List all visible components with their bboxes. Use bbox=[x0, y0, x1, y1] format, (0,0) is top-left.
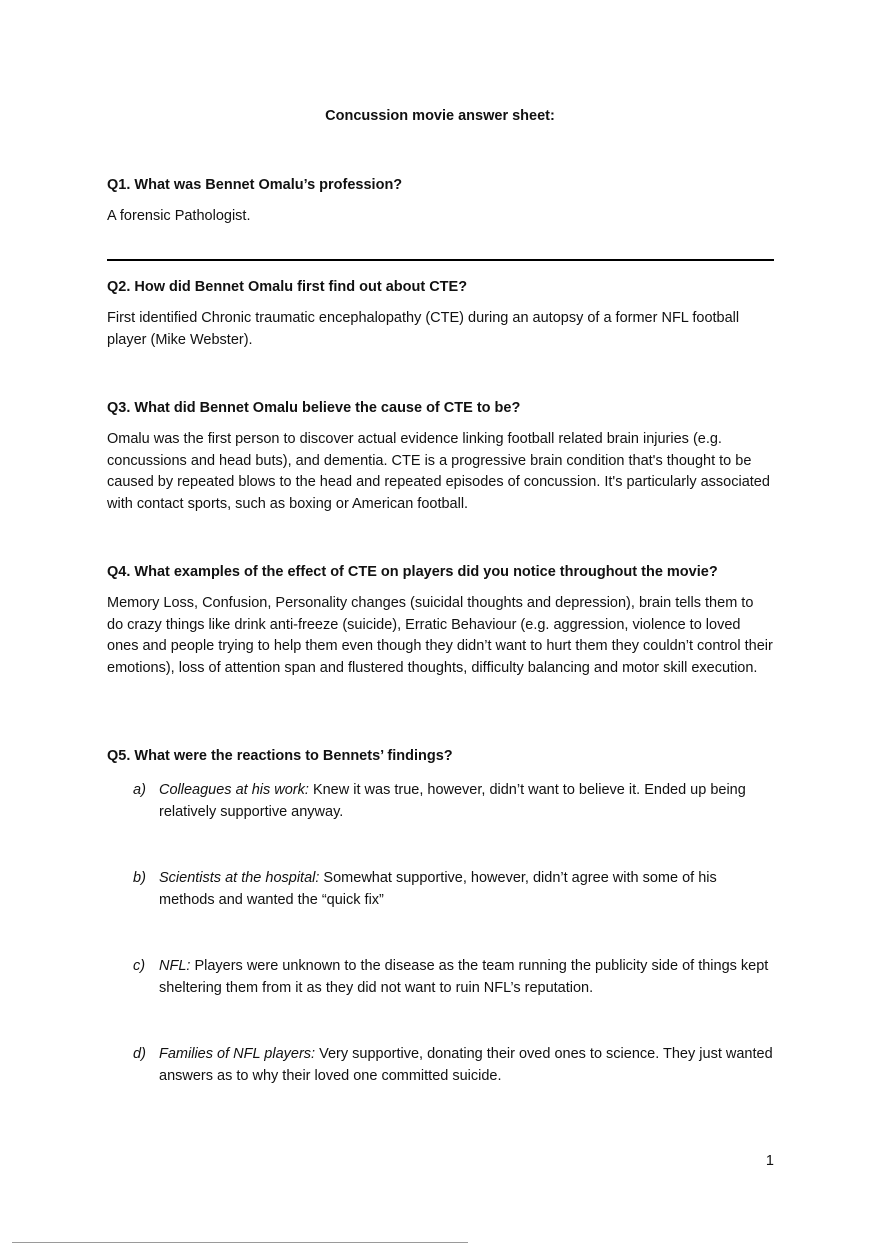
list-marker: b) bbox=[133, 870, 146, 886]
question-5-item-d bbox=[133, 1043, 773, 1087]
question-1-heading: Q1. What was Bennet Omalu’s profession? bbox=[107, 177, 403, 193]
question-1-answer: A forensic Pathologist. bbox=[107, 208, 251, 224]
question-4-block bbox=[107, 562, 773, 679]
question-2-heading: Q2. How did Bennet Omalu first find out about CTE? bbox=[107, 279, 468, 295]
item-lead: NFL: bbox=[159, 958, 191, 974]
question-4-heading: Q4. What examples of the effect of CTE on players did you notice throughout the movie? bbox=[107, 564, 718, 580]
question-3-block bbox=[107, 398, 773, 515]
question-2-block bbox=[107, 277, 773, 351]
question-3-answer: Omalu was the first person to discover actual evidence linking football related brain injuries (e.g. concussions and head buts), and dementia. CTE is a progressive brain condition that's thought to be caused by repeated blows to the head and repeated episodes of concussion. It's particularly associated with contact sports, such as boxing or American football. bbox=[107, 431, 770, 512]
question-5-heading: Q5. What were the reactions to Bennets’ findings? bbox=[107, 748, 453, 764]
question-3-heading: Q3. What did Bennet Omalu believe the cause of CTE to be? bbox=[107, 400, 521, 416]
list-marker: a) bbox=[133, 782, 146, 798]
item-lead: Scientists at the hospital: bbox=[159, 870, 320, 886]
item-lead: Colleagues at his work: bbox=[159, 782, 309, 798]
question-1-block bbox=[107, 175, 773, 228]
item-text: Somewhat supportive, however, didn’t agree with some of his methods and wanted the “quick fix” bbox=[159, 870, 717, 908]
question-5-block bbox=[107, 746, 773, 766]
horizontal-divider bbox=[107, 259, 774, 261]
page-number: 1 bbox=[765, 1153, 774, 1169]
question-5-item-c bbox=[133, 955, 773, 999]
list-marker: c) bbox=[133, 958, 146, 974]
item-text: Very supportive, donating their oved ones to science. They just wanted answers as to why their loved one committed suicide. bbox=[159, 1046, 773, 1084]
footer-divider bbox=[12, 1242, 468, 1243]
question-5-item-b bbox=[133, 867, 773, 911]
question-2-answer: First identified Chronic traumatic encephalopathy (CTE) during an autopsy of a former NFL football player (Mike Webster). bbox=[107, 310, 740, 348]
item-lead: Families of NFL players: bbox=[159, 1046, 316, 1062]
item-text: Players were unknown to the disease as the team running the publicity side of things kept sheltering them from it as they did not want to ruin NFL’s reputation. bbox=[159, 958, 769, 996]
question-4-answer: Memory Loss, Confusion, Personality changes (suicidal thoughts and depression), brain tells them to do crazy things like drink anti-freeze (suicide), Erratic Behaviour (e.g. aggression, violence to loved ones and people trying to help them even though they didn’t want to hurt them they couldn’t control their emotions), loss of attention span and flustered thoughts, difﬁculty balancing and motor skill execution. bbox=[107, 595, 773, 676]
list-marker: d) bbox=[133, 1046, 146, 1062]
question-5-item-a bbox=[133, 779, 773, 823]
item-text: Knew it was true, however, didn’t want to believe it. Ended up being relatively supportive anyway. bbox=[159, 782, 746, 820]
page-title: Concussion movie answer sheet: bbox=[325, 108, 555, 124]
